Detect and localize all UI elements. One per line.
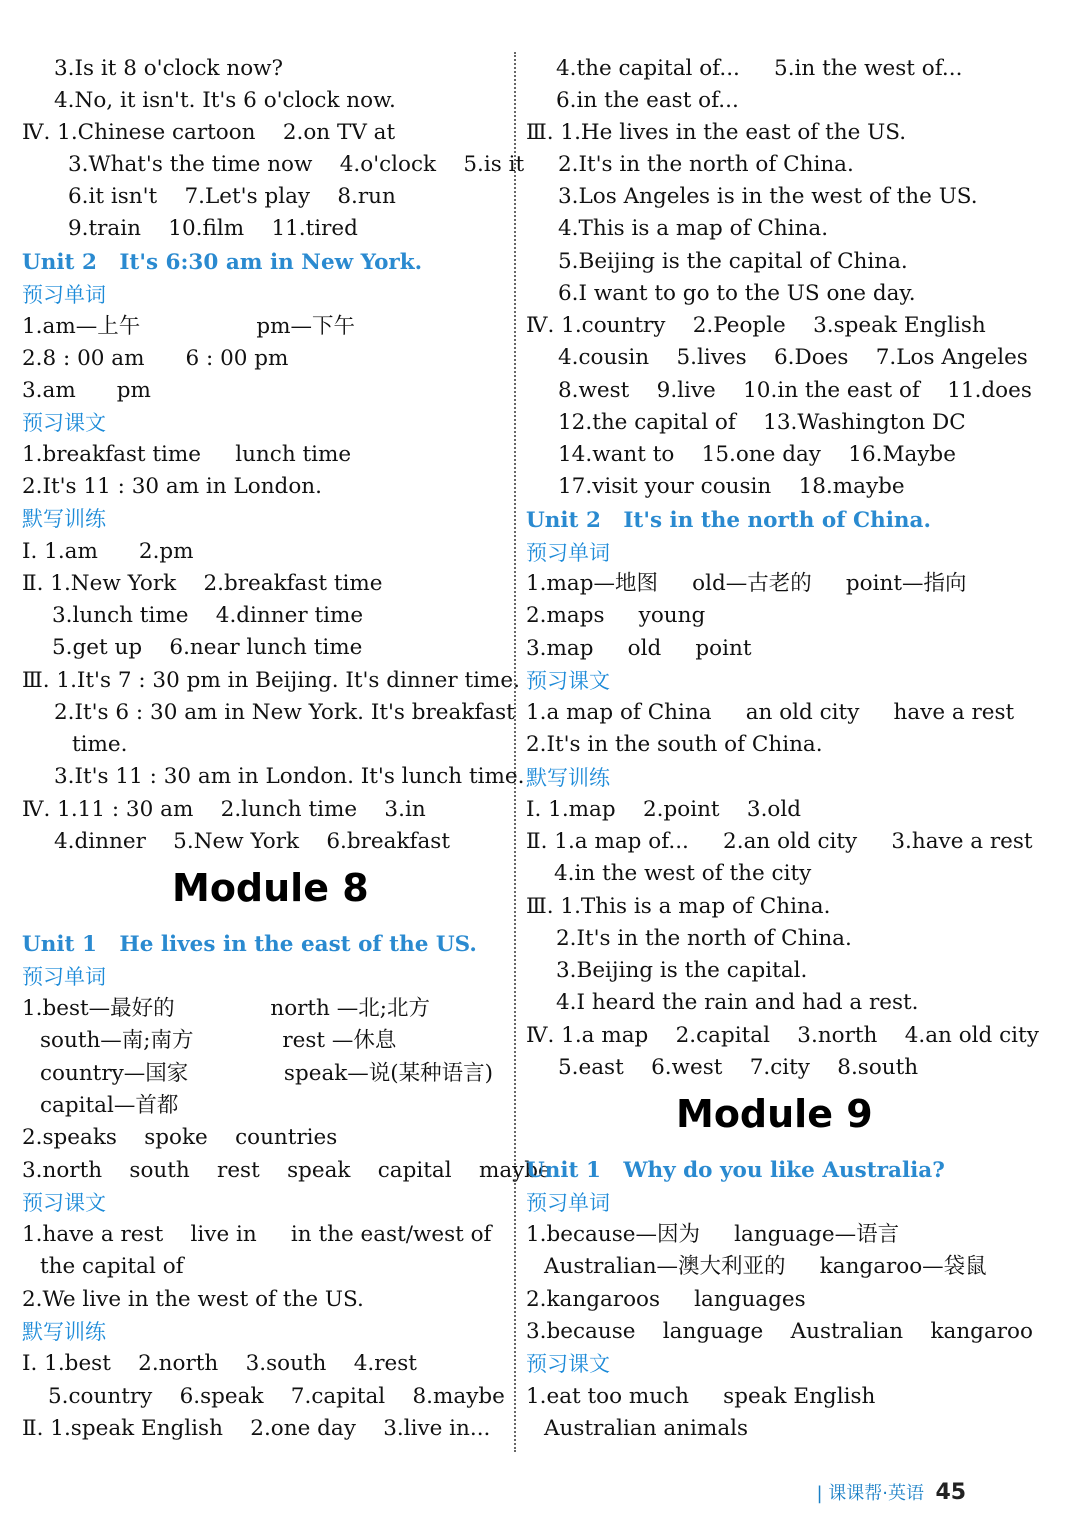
answer-line: Ⅳ. 1.11 : 30 am 2.lunch time 3.in [22,797,426,822]
answer-line: 5.get up 6.near lunch time [52,635,363,660]
section-heading: 默写训练 [22,1320,106,1344]
answer-line: 4.I heard the rain and had a rest. [556,990,919,1015]
answer-line: Ⅰ. 1.map 2.point 3.old [526,797,801,822]
section-heading: 默写训练 [526,766,610,790]
answer-line: 2.It's in the south of China. [526,732,823,757]
answer-line: 1.breakfast time lunch time [22,442,352,467]
answer-line: Ⅰ. 1.am 2.pm [22,539,194,564]
answer-line: south—南;南方 rest —休息 [40,1028,397,1053]
answer-line: 2.We live in the west of the US. [22,1287,364,1312]
page-footer [805,1458,966,1505]
answer-line: 4.This is a map of China. [558,216,829,241]
answer-line: 1.map—地图 old—古老的 point—指向 [526,571,967,596]
answer-line: 4.dinner 5.New York 6.breakfast [54,829,450,854]
answer-line: Ⅰ. 1.best 2.north 3.south 4.rest [22,1351,417,1376]
answer-line: 2.It's in the north of China. [556,926,852,951]
answer-line: 9.train 10.film 11.tired [68,216,358,241]
section-heading: 预习单词 [22,965,106,989]
section-heading: 预习课文 [22,1191,106,1215]
answer-line: Ⅲ. 1.It's 7 : 30 pm in Beijing. It's dinner time. [22,668,520,693]
answer-line: 2.kangaroos languages [526,1287,806,1312]
answer-line: 3.Beijing is the capital. [556,958,808,983]
answer-line: Australian—澳大利亚的 kangaroo—袋鼠 [544,1254,987,1279]
answer-line: 6.it isn't 7.Let's play 8.run [68,184,396,209]
unit-heading: Unit 2 It's 6:30 am in New York. [22,250,423,275]
section-heading: 预习单词 [526,1191,610,1215]
answer-line: 3.It's 11 : 30 am in London. It's lunch time. [54,764,525,789]
answer-line: 1.because—因为 language—语言 [526,1222,900,1247]
answer-line: 5.Beijing is the capital of China. [558,249,908,274]
answer-line: 4.in the west of the city [554,861,812,886]
section-heading: 预习课文 [22,411,106,435]
footer-bar-icon: | [816,1483,829,1504]
answer-line: 1.best—最好的 north —北;北方 [22,996,430,1021]
column-divider [514,52,516,1452]
answer-line: 1.have a rest live in in the east/west of [22,1222,492,1247]
answer-line: 4.No, it isn't. It's 6 o'clock now. [54,88,396,113]
answer-line: 12.the capital of 13.Washington DC [558,410,966,435]
section-heading: 预习课文 [526,669,610,693]
footer-brand: 课课帮·英语 [828,1483,924,1504]
answer-line: 2.It's 11 : 30 am in London. [22,474,322,499]
section-heading: 预习单词 [526,541,610,565]
answer-line: 3.What's the time now 4.o'clock 5.is it [68,152,525,177]
answer-line: 2.8 : 00 am 6 : 00 pm [22,346,289,371]
answer-line: 1.a map of China an old city have a rest [526,700,1015,725]
section-heading: 预习课文 [526,1352,610,1376]
answer-line: 3.north south rest speak capital maybe [22,1158,551,1183]
answer-line: 17.visit your cousin 18.maybe [558,474,905,499]
answer-line: Ⅳ. 1.Chinese cartoon 2.on TV at [22,120,396,145]
answer-line: 6.I want to go to the US one day. [558,281,916,306]
answer-line: 3.because language Australian kangaroo [526,1319,1033,1344]
answer-line: Ⅳ. 1.country 2.People 3.speak English [526,313,986,338]
page-number: 45 [935,1480,967,1505]
answer-line: 6.in the east of... [556,88,739,113]
unit-heading: Unit 1 Why do you like Australia? [526,1158,945,1183]
answer-line: country—国家 speak—说(某种语言) [40,1061,494,1086]
answer-line: 3.Los Angeles is in the west of the US. [558,184,978,209]
answer-line: Ⅱ. 1.a map of... 2.an old city 3.have a rest [526,829,1033,854]
answer-line: Australian animals [544,1416,749,1441]
answer-line: 2.maps young [526,603,706,628]
answer-line: 4.cousin 5.lives 6.Does 7.Los Angeles [558,345,1028,370]
answer-line: 2.It's in the north of China. [558,152,854,177]
section-heading: 默写训练 [22,507,106,531]
answer-line: the capital of [40,1254,184,1279]
answer-line: 1.am—上午 pm—下午 [22,314,356,339]
answer-line: Ⅳ. 1.a map 2.capital 3.north 4.an old city [526,1023,1039,1048]
unit-heading: Unit 1 He lives in the east of the US. [22,932,477,957]
answer-line: 4.the capital of... 5.in the west of... [556,56,963,81]
answer-line: 2.It's 6 : 30 am in New York. It's breakfast [54,700,515,725]
section-heading: 预习单词 [22,283,106,307]
answer-line: Ⅲ. 1.He lives in the east of the US. [526,120,907,145]
answer-line: 1.eat too much speak English [526,1384,876,1409]
answer-line: 3.lunch time 4.dinner time [52,603,364,628]
module-title: Module 9 [676,1092,873,1136]
answer-line: 8.west 9.live 10.in the east of 11.does [558,378,1032,403]
answer-line: time. [72,732,128,757]
answer-line: 2.speaks spoke countries [22,1125,338,1150]
answer-line: 5.country 6.speak 7.capital 8.maybe [48,1384,505,1409]
answer-line: 3.Is it 8 o'clock now? [54,56,284,81]
answer-line: Ⅱ. 1.speak English 2.one day 3.live in... [22,1416,491,1441]
unit-heading: Unit 2 It's in the north of China. [526,508,931,533]
answer-line: 5.east 6.west 7.city 8.south [558,1055,919,1080]
answer-line: 3.am pm [22,378,151,403]
answer-line: capital—首都 [40,1093,179,1118]
answer-line: Ⅱ. 1.New York 2.breakfast time [22,571,383,596]
module-title: Module 8 [172,866,369,910]
answer-line: 3.map old point [526,636,752,661]
answer-line: Ⅲ. 1.This is a map of China. [526,894,831,919]
answer-line: 14.want to 15.one day 16.Maybe [558,442,956,467]
